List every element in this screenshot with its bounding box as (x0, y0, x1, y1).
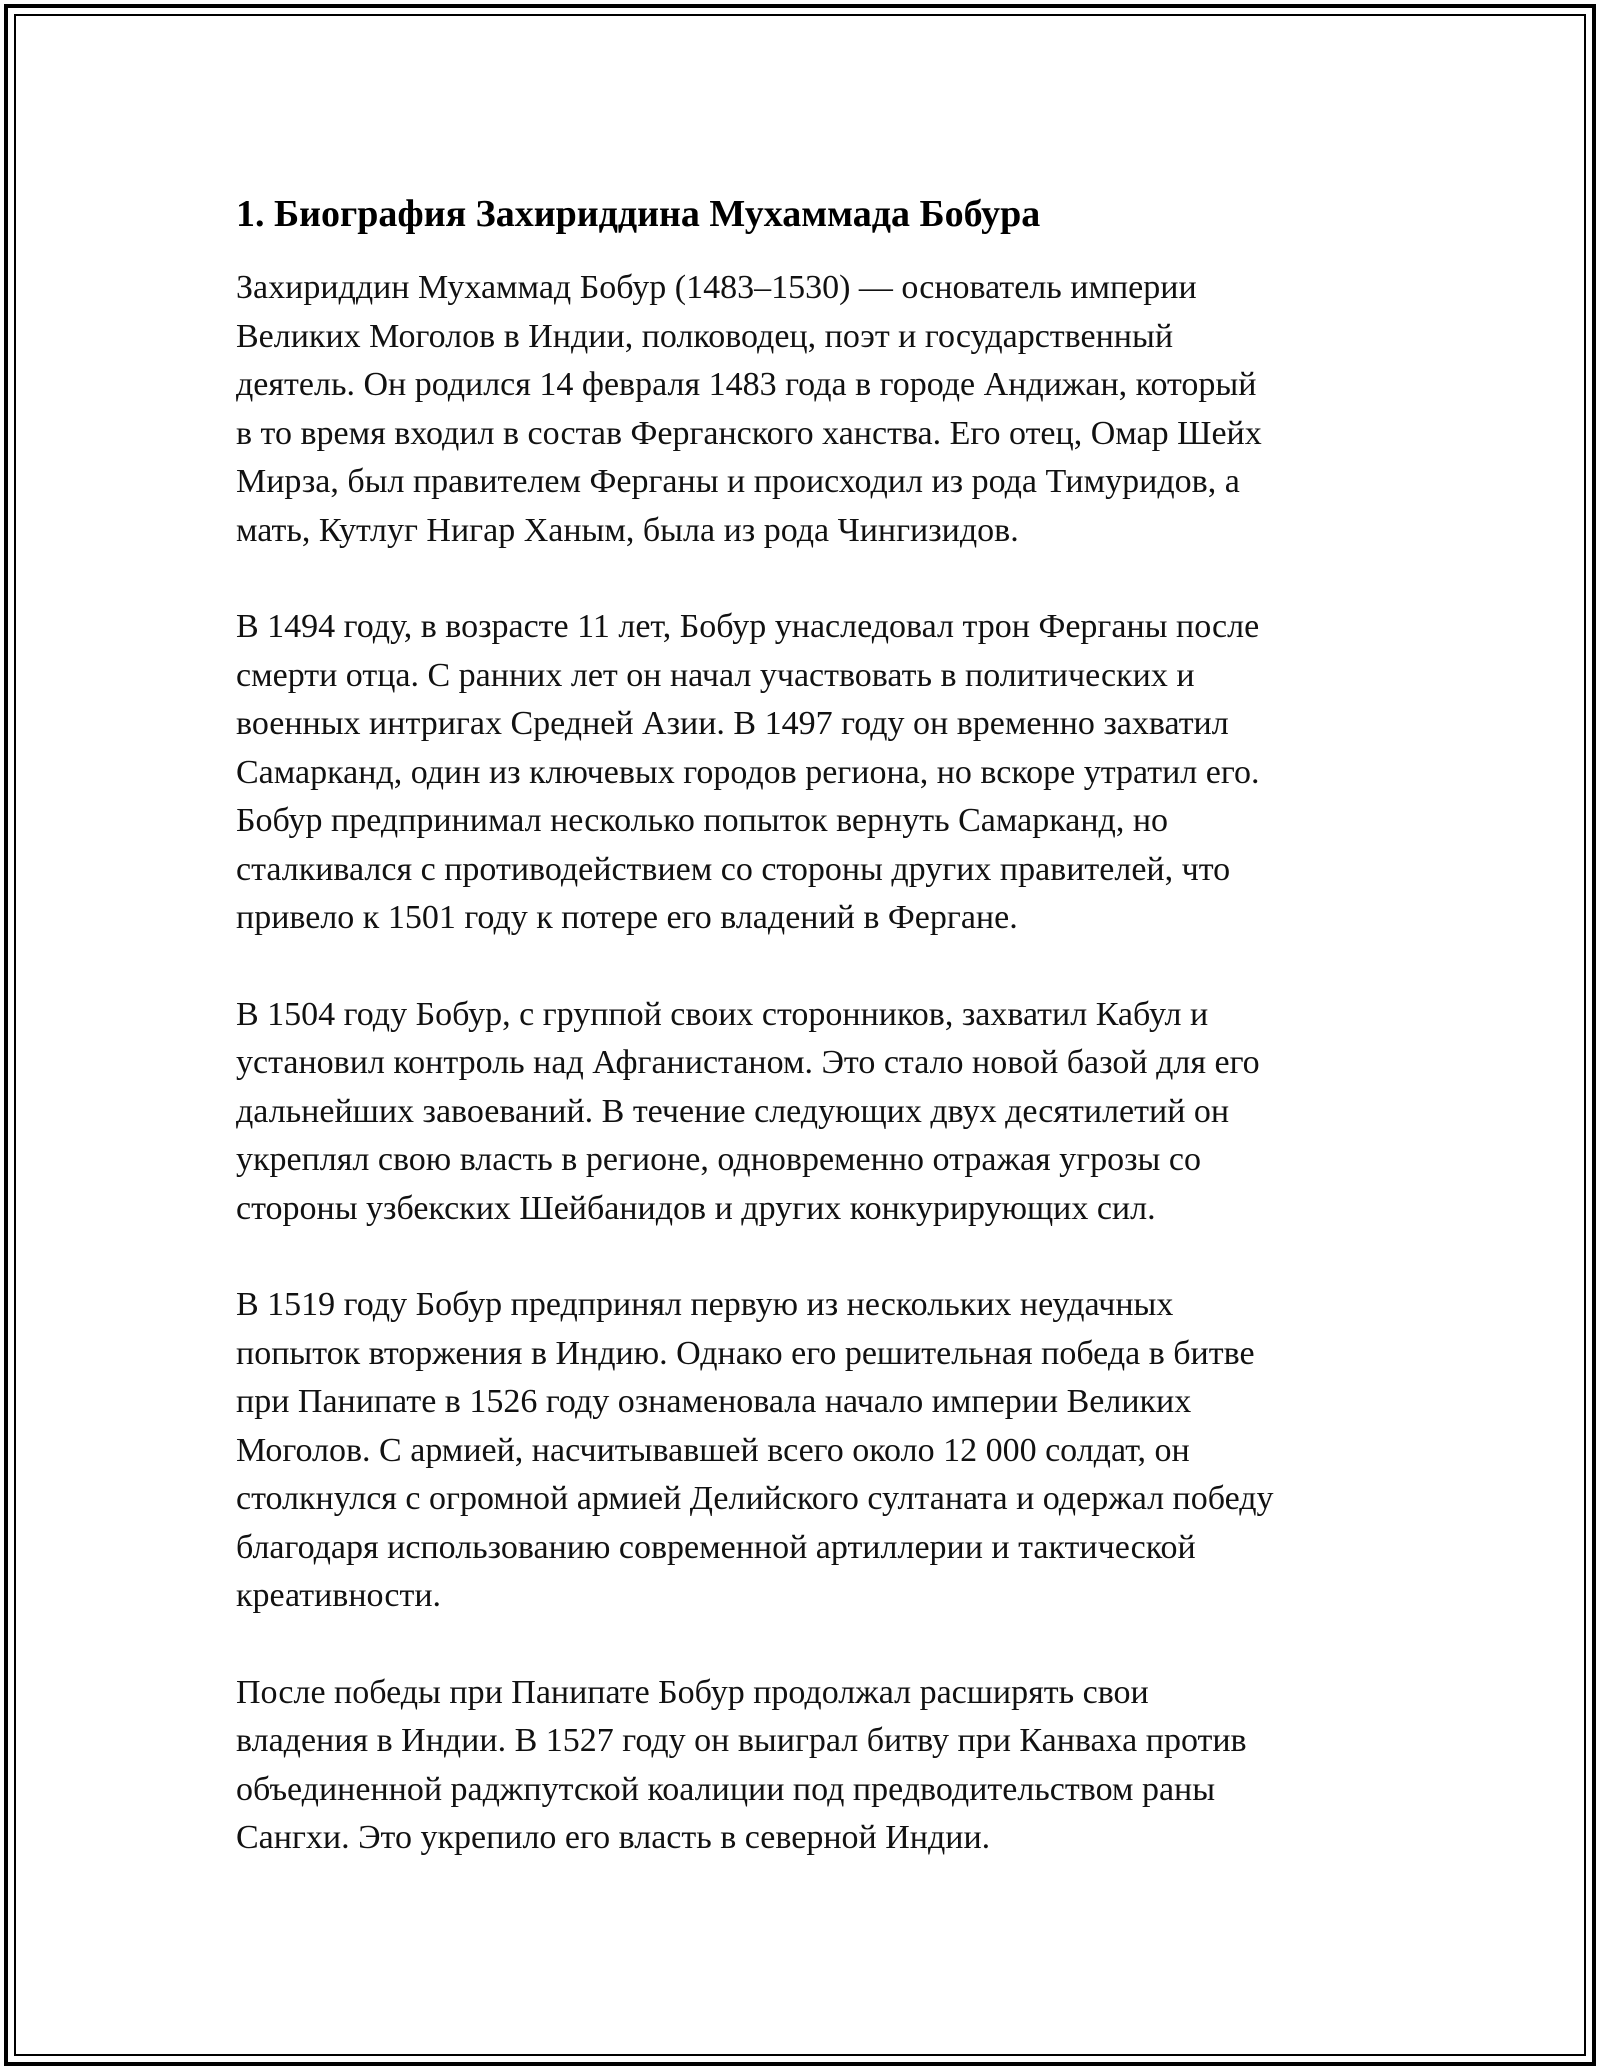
paragraph-line: в то время входил в состав Ферганского ханства. Его отец, Омар Шейх (236, 414, 1262, 452)
paragraph-line: Бобур предпринимал несколько попыток вернуть Самарканд, но (236, 802, 1169, 839)
paragraph-line: столкнулся с огромной армией Делийского султаната и одержал победу (236, 1480, 1274, 1517)
paragraph-line: В 1494 году, в возрасте 11 лет, Бобур унаследовал трон Ферганы после (236, 608, 1260, 645)
paragraph-line: благодаря использованию современной артиллерии и тактической (236, 1528, 1196, 1566)
paragraph-line: Сангхи. Это укрепило его власть в северной Индии. (236, 1819, 991, 1856)
paragraph-line: объединенной раджпутской коалиции под предводительством раны (236, 1770, 1216, 1808)
paragraph-line: смерти отца. С ранних лет он начал участвовать в политических и (236, 656, 1195, 694)
paragraph (236, 603, 1376, 943)
paragraph-line: Захириддин Мухаммад Бобур (1483–1530) — основатель империи (236, 269, 1197, 306)
paragraph-line: креативности. (236, 1577, 442, 1614)
paragraph-line: Моголов. С армией, насчитывавшей всего около 12 000 солдат, он (236, 1431, 1190, 1469)
paragraph-line: Самарканд, один из ключевых городов региона, но вскоре утратил его. (236, 753, 1260, 791)
paragraph-line: при Панипате в 1526 году ознаменовала начало империи Великих (236, 1383, 1192, 1420)
paragraph-line: Великих Моголов в Индии, полководец, поэт и государственный (236, 317, 1174, 355)
document-body (236, 186, 1376, 1911)
paragraph (236, 991, 1376, 1234)
paragraph-line: установил контроль над Афганистаном. Это стало новой базой для его (236, 1044, 1260, 1081)
paragraph (236, 1669, 1376, 1863)
paragraph-line: дальнейших завоеваний. В течение следующих двух десятилетий он (236, 1092, 1230, 1130)
paragraph-line: стороны узбекских Шейбанидов и других конкурирующих сил. (236, 1189, 1156, 1227)
paragraph-line: В 1519 году Бобур предпринял первую из нескольких неудачных (236, 1286, 1174, 1323)
paragraph (236, 264, 1376, 555)
paragraph-line: мать, Кутлуг Нигар Ханым, была из рода Чингизидов. (236, 511, 1019, 549)
paragraph-line: владения в Индии. В 1527 году он выиграл битву при Канваха против (236, 1722, 1247, 1759)
paragraph-line: сталкивался с противодействием со стороны других правителей, что (236, 850, 1231, 888)
paragraph (236, 1281, 1376, 1621)
paragraph-list (236, 264, 1376, 1863)
section-title: 1. Биография Захириддина Мухаммада Бобура (236, 193, 1041, 235)
paragraph-line: привело к 1501 году к потере его владений в Фергане. (236, 899, 1018, 936)
paragraph-line: Мирза, был правителем Ферганы и происходил из рода Тимуридов, а (236, 463, 1240, 500)
paragraph-line: В 1504 году Бобур, с группой своих сторонников, захватил Кабул и (236, 995, 1209, 1033)
paragraph-line: укреплял свою власть в регионе, одновременно отражая угрозы со (236, 1141, 1201, 1178)
paragraph-line: военных интригах Средней Азии. В 1497 году он временно захватил (236, 705, 1229, 742)
paragraph-line: деятель. Он родился 14 февраля 1483 года в городе Андижан, который (236, 366, 1257, 403)
paragraph-line: попыток вторжения в Индию. Однако его решительная победа в битве (236, 1334, 1255, 1372)
paragraph-line: После победы при Панипате Бобур продолжал расширять свои (236, 1673, 1149, 1711)
